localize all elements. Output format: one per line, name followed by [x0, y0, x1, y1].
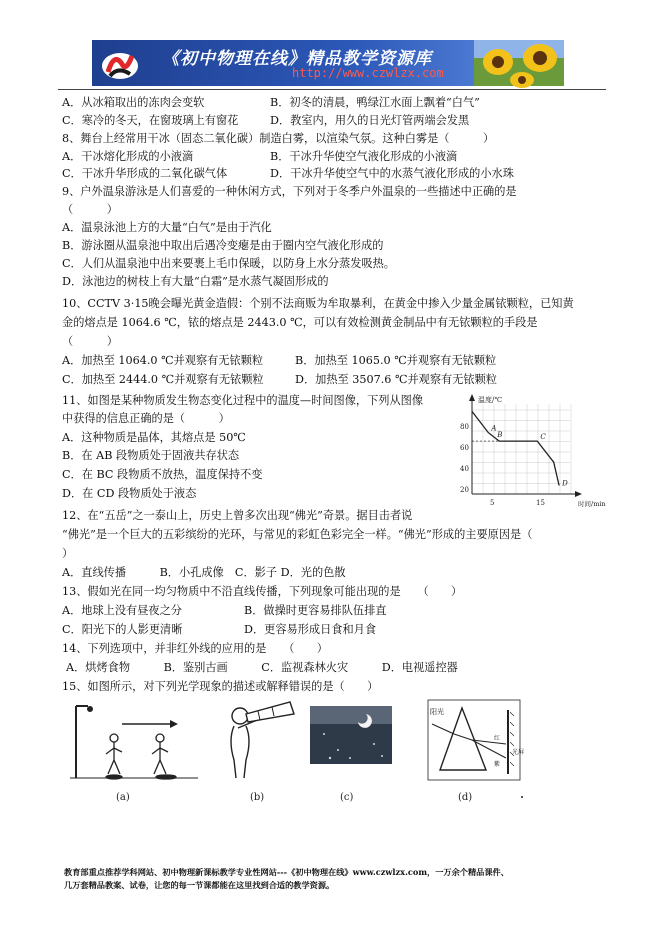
q9-stem-line2: （ ）: [62, 203, 118, 216]
q10-option-d: D．加热至 3507.6 ℃并观察有无铱颗粒: [295, 373, 497, 386]
q11-stem-line1: 11、如图是某种物质发生物态变化过程中的温度—时间图像，下列从图像: [62, 394, 424, 407]
q13-option-d: D．更容易形成日食和月食: [244, 623, 377, 636]
q13-option-a: A．地球上没有昼夜之分: [62, 604, 182, 617]
q7-option-a: A．从冰箱取出的冻肉会变软: [62, 96, 205, 109]
q10-stem-line1: 10、CCTV 3·15晚会曝光黄金造假：个别不法商贩为牟取暴利，在黄金中掺入少量金属铱颗粒，已知黄: [62, 297, 574, 310]
q9-stem-line1: 9、户外温泉游泳是人们喜爱的一种休闲方式，下列对于冬季户外温泉的一些描述中正确的是: [62, 185, 517, 198]
q13-stem: 13、假如光在同一均匀物质中不沿直线传播，下列现象可能出现的是 （ ）: [62, 585, 463, 598]
y-tick-20: 20: [460, 486, 469, 494]
figure-b-telescope: [224, 700, 296, 780]
streetlamp-icon: [87, 706, 93, 712]
header-title: 《初中物理在线》精品教学资源库: [162, 49, 432, 69]
q13-option-b: B．做操时更容易排队伍排直: [244, 604, 387, 617]
figure-d-prism-dispersion: [428, 700, 525, 780]
label-sunlight: 阳光: [430, 708, 444, 716]
point-label-c: C: [540, 433, 546, 442]
walking-person-icon: [152, 734, 176, 779]
walking-person-icon: [106, 734, 122, 779]
q10-option-c: C．加热至 2444.0 ℃并观察有无铱颗粒: [62, 373, 264, 386]
q12-stem-line1: 12、在“五岳”之一泰山上，历史上曾多次出现“佛光”奇景。据目击者说: [62, 509, 413, 522]
header-banner: [92, 40, 564, 86]
q9-option-c: C．人们从温泉池中出来要裹上毛巾保暖，以防身上水分蒸发吸热。: [62, 257, 395, 270]
header-url[interactable]: http://www.czwlzx.com: [292, 66, 444, 80]
q8-option-a: A．干冰熔化形成的小液滴: [62, 150, 194, 163]
footer-line2: 几万套精品教案、试卷，让您的每一节课都能在这里找到合适的教学资源。: [64, 880, 335, 890]
q13-option-c: C．阳光下的人影更清晰: [62, 623, 183, 636]
figure-a-streetlamp-shadow: [66, 700, 201, 780]
q9-option-a: A．温泉泳池上方的大量“白气”是由于汽化: [62, 221, 272, 234]
header-rule: [58, 89, 606, 90]
q10-option-b: B．加热至 1065.0 ℃并观察有无铱颗粒: [295, 354, 497, 367]
point-label-d: D: [562, 479, 568, 488]
q12-stem-line3: ）: [62, 547, 74, 560]
q8-option-c: C．干冰升华形成的二氧化碳气体: [62, 167, 228, 180]
q7-option-d: D．教室内，用久的日光灯管两端会发黑: [270, 114, 470, 127]
y-tick-60: 60: [460, 444, 469, 452]
caption-d: (d): [458, 792, 473, 803]
q7-option-b: B．初冬的清晨，鸭绿江水面上飘着“白气”: [270, 96, 480, 109]
q12-stem-line2: “佛光”是一个巨大的五彩缤纷的光环，与常见的彩虹色彩完全一样。“佛光”形成的主要原因是（: [62, 528, 533, 541]
q9-option-d: D．泳池边的树枝上有大量“白霜”是水蒸气凝固形成的: [62, 275, 329, 288]
site-logo-icon: [100, 46, 140, 82]
sunflower-icon: [474, 40, 564, 86]
q9-option-b: B．游泳圈从温泉池中取出后遇冷变瘪是由于圈内空气液化形成的: [62, 239, 384, 252]
y-tick-80: 80: [460, 423, 469, 431]
temperature-time-graph: [452, 392, 610, 510]
q11-option-c: C．在 BC 段物质不放热，温度保持不变: [62, 468, 263, 481]
caption-c: (c): [340, 792, 354, 803]
caption-a: (a): [116, 792, 130, 803]
q11-option-b: B．在 AB 段物质处于固液共存状态: [62, 449, 240, 462]
q14-options: A．烘烤食物 B．鉴别古画 C．监视森林火灾 D．电视遥控器: [66, 661, 458, 674]
x-tick-15: 15: [536, 499, 545, 507]
telescope-icon: [246, 702, 294, 722]
point-label-b: B: [497, 431, 503, 440]
y-tick-40: 40: [460, 465, 469, 473]
graph-grid: [472, 404, 571, 494]
q8-option-d: D．干冰升华使空气中的水蒸气液化形成的小水珠: [270, 167, 514, 180]
label-screen: 光屏: [512, 749, 525, 756]
q15-stem: 15、如图所示，对下列光学现象的描述或解释错误的是（ ）: [62, 680, 379, 693]
direction-arrow-icon: [170, 720, 178, 728]
figure-c-moon-night: [310, 700, 392, 780]
graph-x-label: 时间/min: [578, 500, 606, 508]
q11-option-d: D．在 CD 段物质处于液态: [62, 487, 197, 500]
label-violet: 紫: [494, 761, 501, 768]
x-axis-arrow-icon: [575, 491, 582, 497]
graph-y-label: 温度/℃: [478, 396, 503, 404]
y-axis-arrow-icon: [469, 394, 475, 401]
q8-stem: 8、舞台上经常用干冰（固态二氧化碳）制造白雾，以渲染气氛。这种白雾是（ ）: [62, 132, 495, 145]
q10-option-a: A．加热至 1064.0 ℃并观察有无铱颗粒: [62, 354, 264, 367]
q8-option-b: B．干冰升华使空气液化形成的小液滴: [270, 150, 458, 163]
q14-stem: 14、下列选项中，并非红外线的应用的是 （ ）: [62, 642, 328, 655]
temperature-curve: [472, 411, 559, 485]
point-label-a: A: [491, 424, 497, 433]
q11-stem-line2: 中获得的信息正确的是（ ）: [62, 412, 230, 425]
q12-options: A．直线传播 B．小孔成像 C．影子 D．光的色散: [62, 566, 346, 579]
label-red: 红: [494, 735, 501, 742]
q7-option-c: C．寒冷的冬天，在窗玻璃上有窗花: [62, 114, 239, 127]
x-tick-5: 5: [490, 499, 495, 507]
footer-line1: 教育部重点推荐学科网站、初中物理新课标教学专业性网站---《初中物理在线》www.czwlzx.com，一万余个精品课件、: [64, 867, 509, 877]
q10-stem-line3: （ ）: [62, 335, 118, 348]
q10-stem-line2: 金的熔点是 1064.6 ℃，铱的熔点是 2443.0 ℃，可以有效检测黄金制品中有无铱颗粒的手段是: [62, 316, 538, 329]
stray-dot: [521, 796, 523, 798]
q11-option-a: A．这种物质是晶体，其熔点是 50℃: [62, 431, 246, 444]
caption-b: (b): [250, 792, 265, 803]
